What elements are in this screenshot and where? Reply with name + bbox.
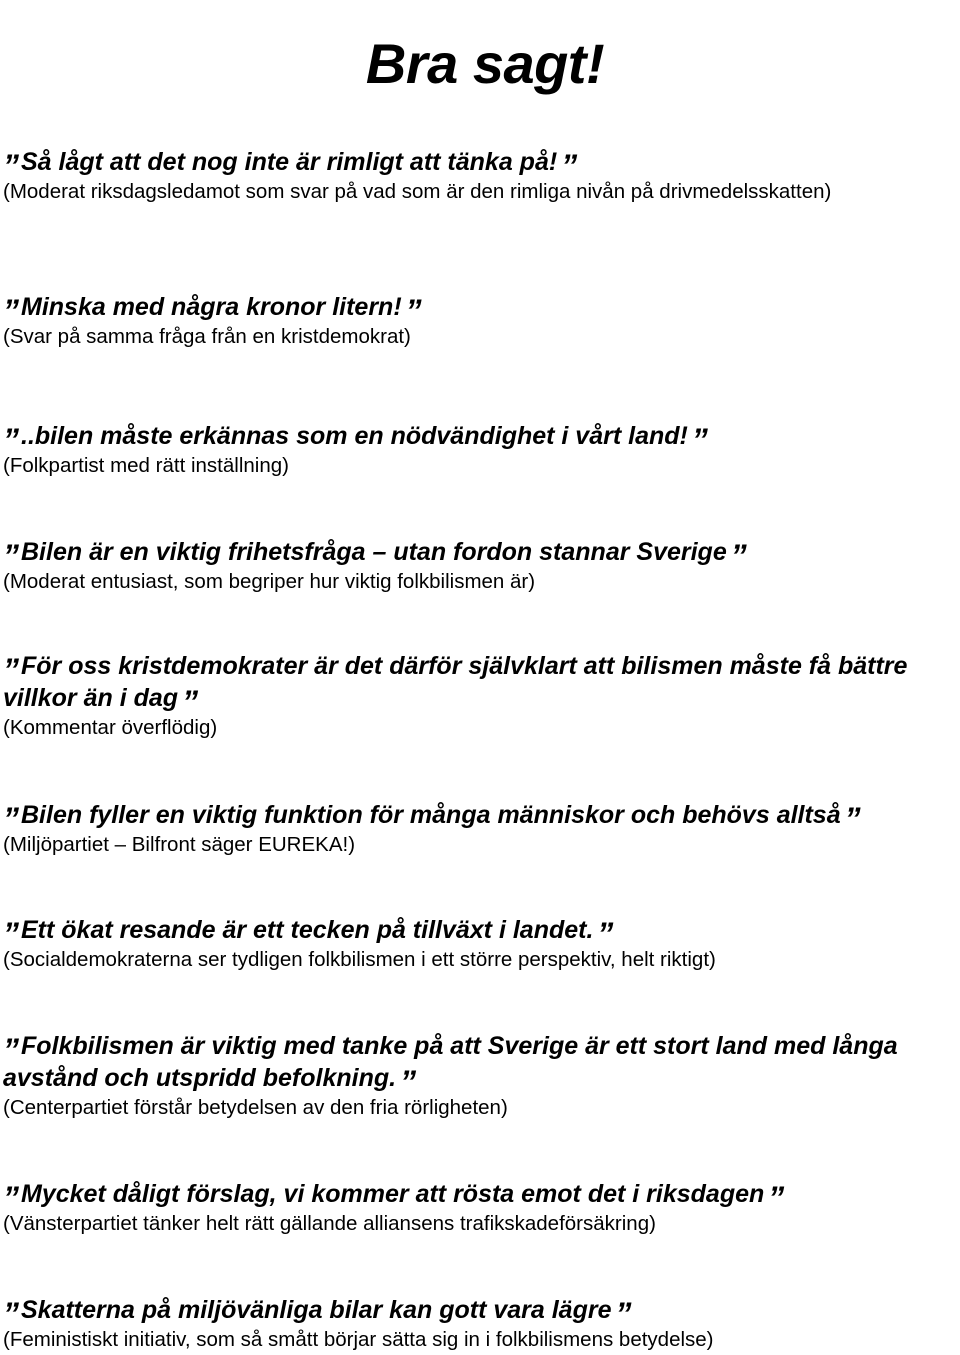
quote-text: [3, 291, 958, 329]
quote-content: Mycket dåligt förslag, vi kommer att rösta emot det i riksdagen: [21, 1180, 765, 1208]
close-quote-mark: ”: [405, 293, 422, 329]
quote-text: [3, 536, 958, 574]
quote-comment: (Folkpartist med rätt inställning): [3, 454, 289, 477]
close-quote-mark: ”: [691, 422, 708, 458]
close-quote-mark: ”: [615, 1296, 632, 1332]
close-quote-mark: ”: [182, 684, 199, 720]
quote-comment: (Vänsterpartiet tänker helt rätt gällande alliansens trafikskadeförsäkring): [3, 1212, 656, 1235]
quote-text: [3, 146, 958, 184]
quote-block-10: [3, 1294, 958, 1354]
open-quote-mark: ”: [3, 652, 19, 688]
quote-text: [3, 914, 958, 952]
quote-comment: (Socialdemokraterna ser tydligen folkbilismen i ett större perspektiv, helt riktigt): [3, 948, 716, 971]
close-quote-mark: ”: [561, 148, 578, 184]
quote-content: Folkbilismen är viktig med tanke på att Sverige är ett stort land med långa avstånd och utspridd befolkning.: [3, 1032, 898, 1092]
quote-text: [3, 799, 958, 837]
quote-comment: (Moderat entusiast, som begriper hur viktig folkbilismen är): [3, 570, 536, 593]
quote-text: [3, 420, 958, 458]
quote-content: Minska med några kronor litern!: [21, 293, 402, 321]
quote-comment: (Centerpartiet förstår betydelsen av den fria rörligheten): [3, 1096, 508, 1119]
quote-text: [3, 650, 943, 720]
quote-content: Bilen är en viktig frihetsfråga – utan fordon stannar Sverige: [21, 538, 727, 566]
quote-block-6: [3, 799, 958, 859]
quote-content: ..bilen måste erkännas som en nödvändighet i vårt land!: [21, 422, 688, 450]
quote-block-8: [3, 1030, 958, 1122]
quote-comment: (Feministiskt initiativ, som så smått börjar sätta sig in i folkbilismens betydelse): [3, 1328, 714, 1351]
close-quote-mark: ”: [400, 1064, 417, 1100]
close-quote-mark: ”: [730, 538, 747, 574]
quote-content: Så lågt att det nog inte är rimligt att tänka på!: [21, 148, 558, 176]
open-quote-mark: ”: [3, 538, 19, 574]
quote-content: Bilen fyller en viktig funktion för många människor och behövs alltså: [21, 801, 841, 829]
open-quote-mark: ”: [3, 293, 19, 329]
open-quote-mark: ”: [3, 916, 19, 952]
quote-block-3: [3, 420, 958, 480]
open-quote-mark: ”: [3, 148, 19, 184]
open-quote-mark: ”: [3, 801, 19, 837]
quote-block-9: [3, 1178, 958, 1238]
quote-block-4: [3, 536, 958, 596]
quote-comment: (Moderat riksdagsledamot som svar på vad som är den rimliga nivån på drivmedelsskatten): [3, 180, 832, 203]
quote-content: För oss kristdemokrater är det därför självklart att bilismen måste få bättre villkor än i dag: [3, 652, 908, 712]
quote-block-7: [3, 914, 958, 974]
page-title: Bra sagt!: [365, 31, 605, 95]
open-quote-mark: ”: [3, 1032, 19, 1068]
close-quote-mark: ”: [597, 916, 614, 952]
quote-comment: (Miljöpartiet – Bilfront säger EUREKA!): [3, 833, 356, 856]
quote-block-5: [3, 650, 958, 742]
quote-block-2: [3, 291, 958, 351]
quote-content: Ett ökat resande är ett tecken på tillväxt i landet.: [21, 916, 594, 944]
close-quote-mark: ”: [768, 1180, 785, 1216]
quote-text: [3, 1030, 943, 1100]
quote-comment: (Kommentar överflödig): [3, 716, 218, 739]
open-quote-mark: ”: [3, 1296, 19, 1332]
quote-comment: (Svar på samma fråga från en kristdemokrat): [3, 325, 411, 348]
quote-text: [3, 1178, 958, 1216]
open-quote-mark: ”: [3, 1180, 19, 1216]
quote-content: Skatterna på miljövänliga bilar kan gott vara lägre: [21, 1296, 612, 1324]
quote-text: [3, 1294, 958, 1332]
open-quote-mark: ”: [3, 422, 19, 458]
close-quote-mark: ”: [844, 801, 861, 837]
quote-block-1: [3, 146, 958, 206]
